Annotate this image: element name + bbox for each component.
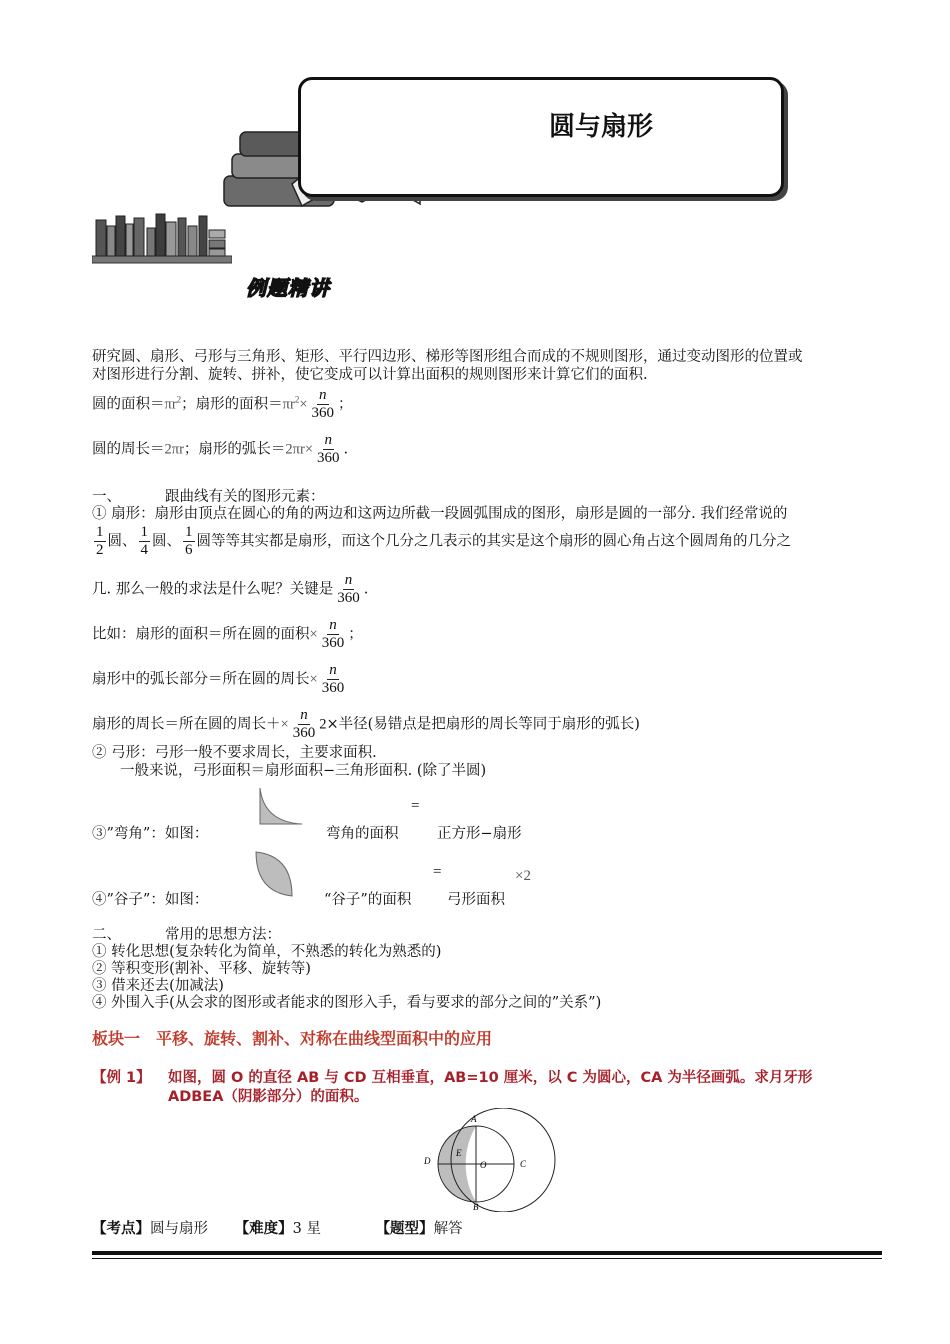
method-2: ② 等积变形(割补、平移、旋转等): [92, 961, 311, 977]
heading-methods: 二、 常用的思想方法：: [92, 927, 281, 943]
section-heading: 例题精讲: [246, 276, 330, 300]
grain-shape-figure: [252, 850, 296, 898]
meta-line: 【考点】圆与扇形 【难度】3 星 【题型】解答: [92, 1221, 463, 1237]
sector-perimeter-line: 扇形的周长＝所在圆的周长＋× $\frac{n}{360}$ 2×半径(易错点是把扇形的周长等同于扇形的弧长): [92, 707, 640, 741]
label-A: A: [471, 1114, 477, 1124]
method-3: ③ 借来还去(加减法): [92, 978, 224, 994]
label-C: C: [520, 1159, 527, 1169]
formula-area: 圆的面积$=\pi r^2$；扇形的面积$=\pi r^2\times$ $\frac{n}{360}$ ；: [92, 387, 353, 421]
equals-sign: =: [433, 864, 442, 880]
fraction-n-360: $\frac{n}{360}$: [311, 387, 334, 421]
grain-area-label: “谷子”的面积: [324, 892, 412, 908]
label-D: D: [424, 1156, 431, 1166]
corner-area-label: 弯角的面积: [326, 826, 399, 842]
sector-paragraph: ① 扇形：扇形由顶点在圆心的角的两边和这两边所截一段圆弧围成的图形，扇形是圆的一部分. 我们经常说的: [92, 506, 788, 522]
segment-line-2: 一般来说，弓形面积＝扇形面积−三角形面积. (除了半圆): [120, 763, 487, 779]
example-label: 【例 1】: [92, 1070, 151, 1086]
corner-label: ③”弯角”：如图：: [92, 826, 209, 842]
label-B: B: [473, 1202, 479, 1212]
formula-perimeter: 圆的周长＝2πr；扇形的弧长＝2πr× $\frac{n}{360}$ .: [92, 432, 349, 466]
segment-line-1: ② 弓形：弓形一般不要求周长，主要求面积.: [92, 745, 377, 761]
intro-line-2: 对图形进行分割、旋转、拼补，使它变成可以计算出面积的规则图形来计算它们的面积.: [92, 367, 648, 383]
label-E: E: [456, 1148, 462, 1158]
corner-shape-figure: [258, 786, 304, 826]
sector-area-line: 比如：扇形的面积＝所在圆的面积× $\frac{n}{360}$ ；: [92, 617, 363, 651]
times-two: ×2: [515, 868, 531, 884]
grain-formula: 弓形面积: [447, 892, 505, 908]
page-title: 圆与扇形: [548, 112, 653, 142]
sector-fractions-line: $\frac{1}{2}$ 圆、 $\frac{1}{4}$ 圆、 $\frac{1}{6}$ 圆等等其实都是扇形，而这个几分之几表示的其实是这个扇形的圆心角占这个圆周角的几分之: [96, 524, 791, 558]
example-text-2: ADBEA（阴影部分）的面积。: [168, 1089, 369, 1105]
label-O: O: [480, 1160, 487, 1170]
heading-curve-elements: 一、 跟曲线有关的图形元素：: [92, 489, 325, 505]
method-4: ④ 外围入手(从会求的图形或者能求的图形入手，看与要求的部分之间的”关系”): [92, 995, 602, 1011]
key-line: 几. 那么一般的求法是什么呢？关键是 $\frac{n}{360}$ .: [92, 572, 369, 606]
block-title: 板块一 平移、旋转、割补、对称在曲线型面积中的应用: [92, 1029, 493, 1048]
method-1: ① 转化思想(复杂转化为简单，不熟悉的转化为熟悉的): [92, 944, 442, 960]
example-text-1: 如图，圆 O 的直径 AB 与 CD 互相垂直，AB=10 厘米，以 C 为圆心，CA 为半径画弧。求月牙形: [168, 1070, 813, 1086]
corner-formula: 正方形−扇形: [437, 826, 522, 842]
intro-line-1: 研究圆、扇形、弓形与三角形、矩形、平行四边形、梯形等图形组合而成的不规则图形，通过变动图形的位置或: [92, 349, 803, 365]
footer-rule-thick: [92, 1251, 882, 1255]
equals-sign: =: [411, 798, 420, 814]
title-box: [298, 77, 784, 197]
bookshelf-icon: [92, 212, 232, 264]
fraction-n-360: $\frac{n}{360}$: [317, 432, 340, 466]
arc-length-line: 扇形中的弧长部分＝所在圆的周长× $\frac{n}{360}$: [92, 662, 345, 696]
example-figure: [418, 1108, 568, 1212]
footer-rule-thin: [92, 1258, 882, 1259]
grain-label: ④”谷子”：如图：: [92, 892, 209, 908]
